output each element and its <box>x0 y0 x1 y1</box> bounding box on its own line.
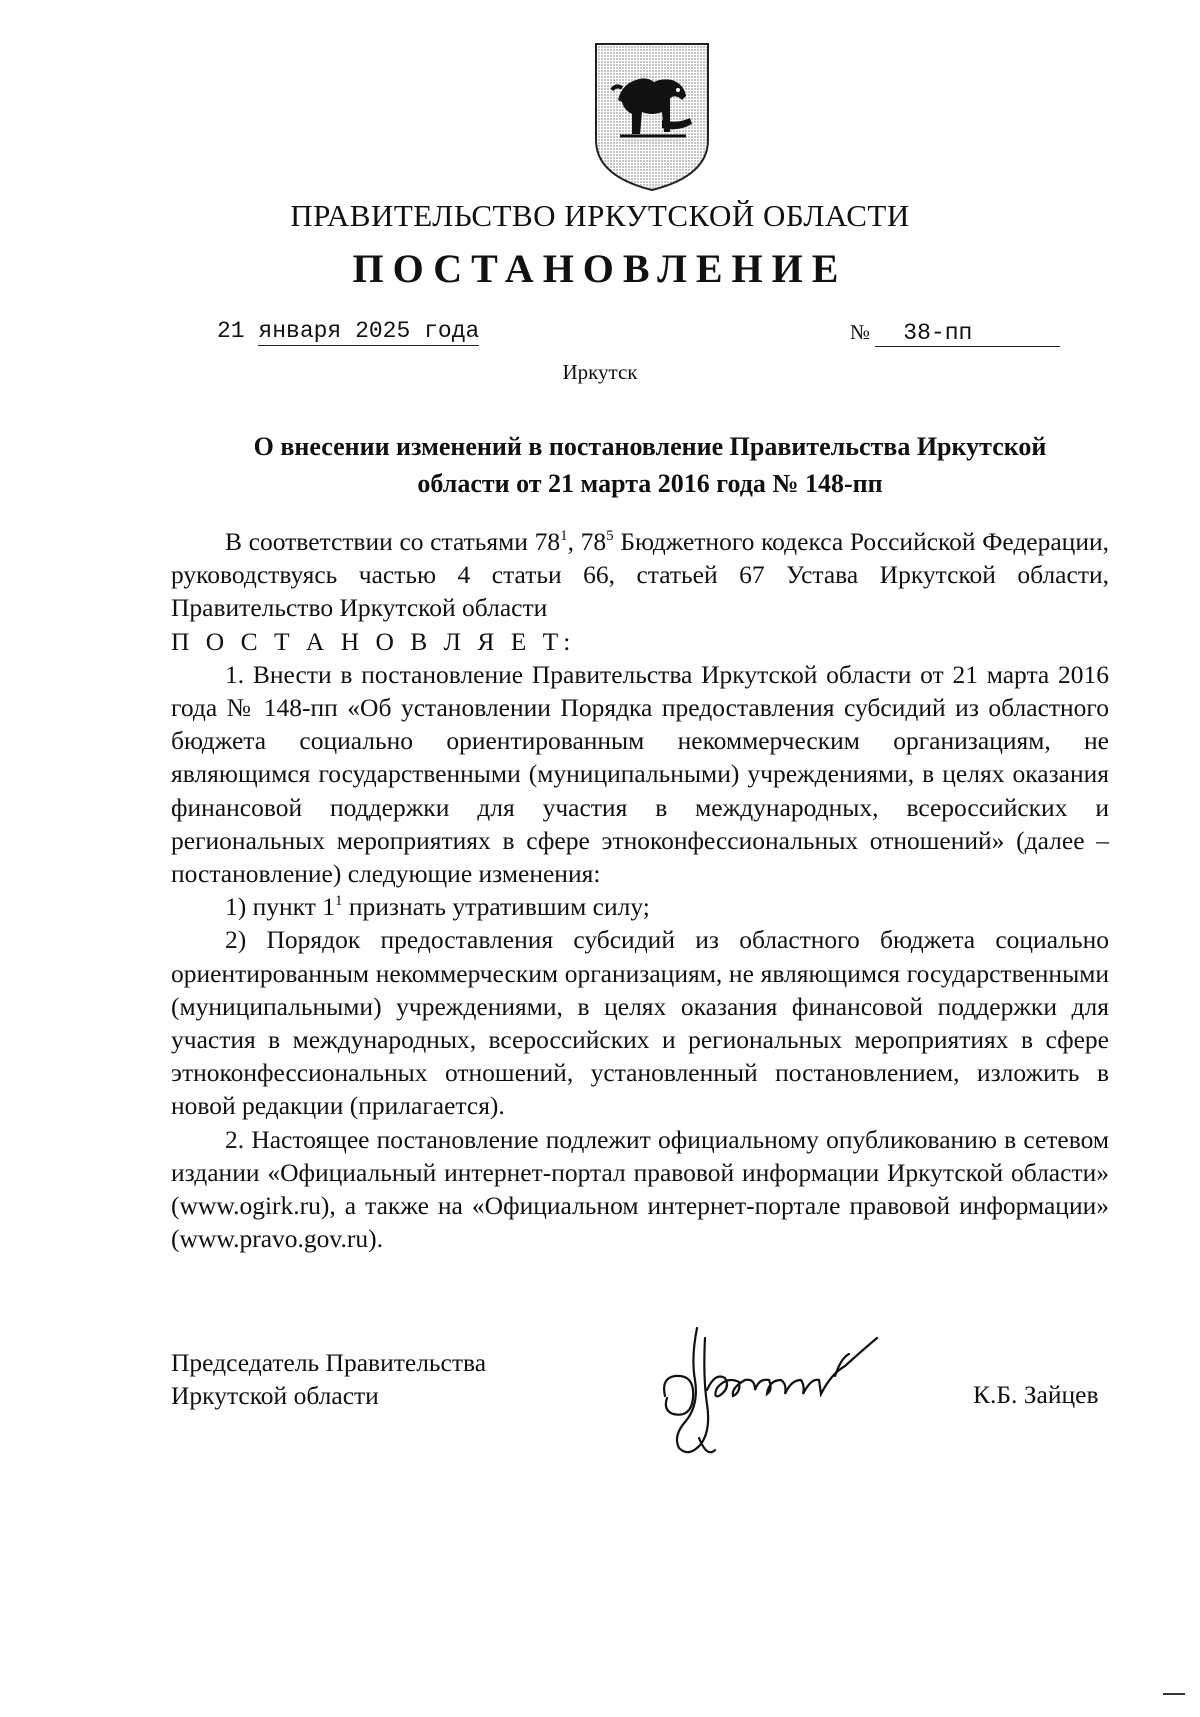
decree-word: П О С Т А Н О В Л Я Е Т: <box>171 626 576 656</box>
number-sign: № <box>850 320 871 344</box>
paragraph-1: 1. Внести в постановление Правительства Иркутской области от 21 марта 2016 года № 148-пп «Об установлении Порядка предоставления субсидий из областного бюджета социально ориентированным некоммерческим организациям, не являющимся государственными (муниципальными) учреждениями, в целях оказания финансовой поддержки для участия в международных, всероссийских и региональных мероприятиях в сфере этноконфессиональных отношений» (далее – постановление) следующие изменения: <box>171 659 1109 889</box>
government-name: ПРАВИТЕЛЬСТВО ИРКУТСКОЙ ОБЛАСТИ <box>290 198 910 233</box>
city-name: Иркутск <box>562 360 638 384</box>
paragraph-2: 2. Настоящее постановление подлежит официальному опубликованию в сетевом издании «Официальный интернет-портал правовой информации Иркутской области» (www.ogirk.ru), а также на «Официальном интернет-портале правовой информации» (www.pravo.gov.ru). <box>171 1124 1109 1254</box>
document-heading <box>170 428 1130 502</box>
signatory-name: К.Б. Зайцев <box>973 1380 1099 1409</box>
heading-line-2: области от 21 марта 2016 года № 148-пп <box>417 469 883 498</box>
heading-line-1: О внесении изменений в постановление Правительства Иркутской <box>253 432 1047 461</box>
preamble-paragraph: В соответствии со статьями $78^1$, $78^5$ Бюджетного кодекса Российской Федерации, руководствуясь частью 4 статьи 66, статьей 67 Устава Иркутской области, Правительство Иркутской области <box>171 527 1109 623</box>
date-day: 21 <box>217 318 245 344</box>
signatory-title: Председатель Правительства Иркутской области <box>171 1348 487 1410</box>
document-number <box>850 320 1060 347</box>
number-value: 38-пп <box>875 320 1060 347</box>
subparagraph-1-1: 1) пункт $1^1$ признать утратившим силу; <box>225 892 650 922</box>
coat-of-arms-icon <box>592 40 712 192</box>
document-body <box>171 525 1109 1255</box>
date-month-year: января 2025 года <box>258 318 480 344</box>
signature-icon <box>655 1318 900 1460</box>
document-type: ПОСТАНОВЛЕНИЕ <box>352 246 848 291</box>
subparagraph-1-2: 2) Порядок предоставления субсидий из областного бюджета социально ориентированным некоммерческим организациям, не являющимся государственными (муниципальными) учреждениями, в целях оказания финансовой поддержки для участия в международных, всероссийских и региональных мероприятиях в сфере этноконфессиональных отношений, установленный постановлением, изложить в новой редакции (прилагается). <box>171 925 1109 1121</box>
document-date <box>217 318 479 344</box>
page-corner-mark <box>1163 1693 1185 1695</box>
